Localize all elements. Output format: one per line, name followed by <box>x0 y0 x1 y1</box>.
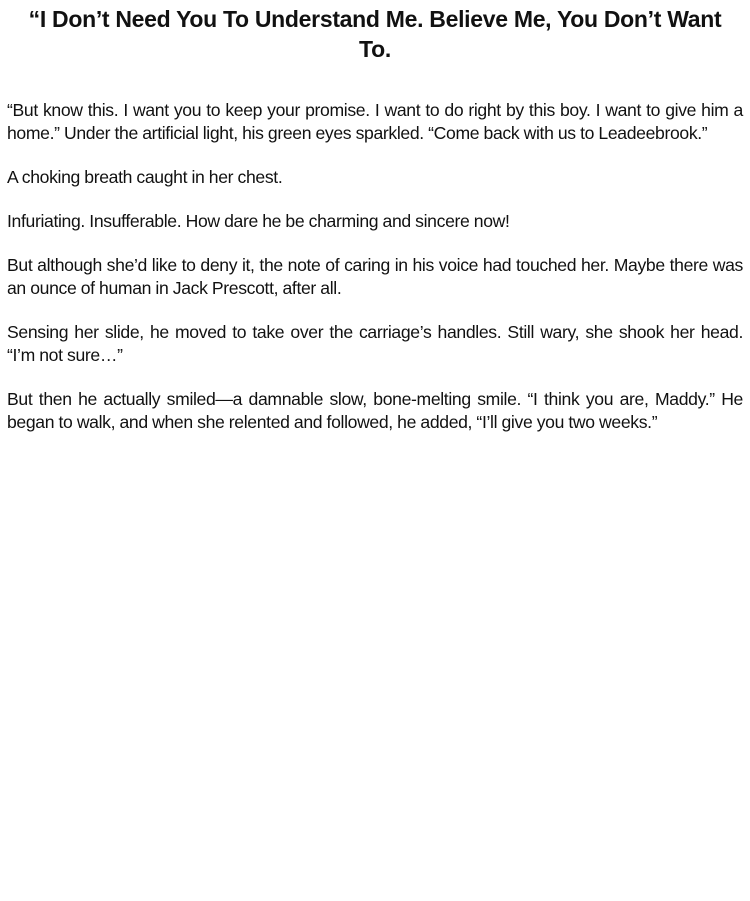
paragraph-3: Infuriating. Insufferable. How dare he be charming and sincere now! <box>7 211 510 231</box>
paragraph-5: Sensing her slide, he moved to take over the carriage’s handles. Still wary, she shook her head. “I’m not sure…” <box>7 322 743 365</box>
page-title: “I Don’t Need You To Understand Me. Believe Me, You Don’t Want To. <box>28 6 722 62</box>
paragraph-2: A choking breath caught in her chest. <box>7 167 283 187</box>
paragraph-4: But although she’d like to deny it, the note of caring in his voice had touched her. Maybe there was an ounce of human in Jack Prescott, after all. <box>7 255 743 298</box>
paragraph-6: But then he actually smiled—a damnable slow, bone-melting smile. “I think you are, Maddy.” He began to walk, and when she relented and followed, he added, “I’ll give you two weeks.” <box>7 389 743 432</box>
document-body <box>7 99 743 434</box>
paragraph-1: “But know this. I want you to keep your promise. I want to do right by this boy. I want to give him a home.” Under the artificial light, his green eyes sparkled. “Come back with us to Leadeebrook.” <box>7 100 743 143</box>
document-page <box>0 0 750 434</box>
